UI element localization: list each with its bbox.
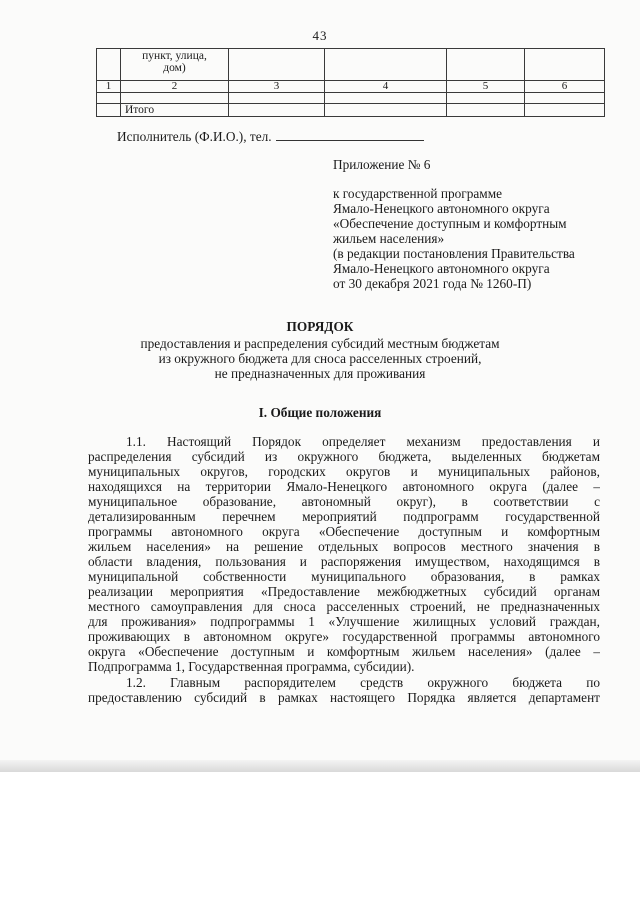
column-number: 5	[447, 81, 525, 93]
appendix-line: жильем населения»	[333, 231, 445, 246]
appendix-title: Приложение № 6	[333, 157, 431, 172]
document-title	[0, 319, 640, 334]
paragraph-line: находящихся на территории Ямало-Ненецкого автономного округа (далее –	[88, 479, 600, 494]
paragraph-line: реализации мероприятия «Предоставление межбюджетных субсидий органам	[88, 584, 600, 599]
column-number: 3	[229, 81, 325, 93]
table-row	[97, 49, 605, 81]
paragraph-line: 1.1. Настоящий Порядок определяет механизм предоставления и	[126, 434, 600, 449]
header-cell-line: пункт, улица,	[142, 50, 207, 62]
paragraph-line: муниципальной собственности муниципального образования, в рамках	[88, 569, 600, 584]
paragraph-1-1	[88, 434, 600, 674]
paragraph-line: местного самоуправления для сноса расселенных строений, не предназначенных	[88, 599, 600, 614]
appendix-reference	[333, 186, 613, 291]
subtitle-line: из окружного бюджета для сноса расселенных строений,	[158, 351, 482, 366]
column-number: 6	[525, 81, 605, 93]
subtitle-line: не предназначенных для проживания	[214, 366, 426, 381]
paragraph-line: Подпрограмма 1, Государственная программа, субсидии).	[88, 659, 415, 674]
column-number: 1	[97, 81, 121, 93]
subtitle-line: предоставления и распределения субсидий местным бюджетам	[140, 336, 500, 351]
column-number: 4	[325, 81, 447, 93]
appendix-line: к государственной программе	[333, 186, 503, 201]
paragraph-line: распределения субсидий из окружного бюджета, выделенных бюджетам	[88, 449, 600, 464]
document-title-main: ПОРЯДОК	[286, 319, 354, 334]
continuation-table	[96, 48, 605, 117]
paragraph-line: области владения, пользования и распоряжения имуществом, находящимся в	[88, 554, 600, 569]
page-bottom-edge	[0, 760, 640, 772]
appendix-line: Ямало-Ненецкого автономного округа	[333, 201, 550, 216]
executor-line	[117, 129, 424, 144]
paragraph-1-2	[88, 675, 600, 705]
section-title	[0, 405, 640, 420]
paragraph-line: 1.2. Главным распорядителем средств окружного бюджета по	[126, 675, 600, 690]
page-number: 43	[312, 28, 328, 43]
table-row-column-numbers	[97, 81, 605, 93]
executor-label: Исполнитель (Ф.И.О.), тел.	[117, 129, 272, 144]
section-title-text: I. Общие положения	[258, 405, 382, 420]
paragraph-line: жильем населения» на решение отдельных вопросов местного значения в	[88, 539, 600, 554]
paragraph-line: муниципальных округов, городских округов и муниципальных районов,	[88, 464, 600, 479]
appendix-line: от 30 декабря 2021 года № 1260-П)	[333, 276, 532, 291]
column-number: 2	[121, 81, 229, 93]
appendix-line: (в редакции постановления Правительства	[333, 246, 575, 261]
paragraph-line: предоставлению субсидий в рамках настоящего Порядка является департамент	[88, 690, 600, 705]
signature-underline	[276, 129, 424, 141]
paragraph-line: муниципальное образование, автономный округ), в соответствии с	[88, 494, 600, 509]
header-cell-line: дом)	[163, 62, 186, 74]
appendix-line: Ямало-Ненецкого автономного округа	[333, 261, 550, 276]
table-row	[97, 93, 605, 104]
total-label: Итого	[121, 104, 229, 117]
paragraph-line: проживающих в автономном округе» государственной программы автономного	[88, 629, 600, 644]
appendix-line: «Обеспечение доступным и комфортным	[333, 216, 567, 231]
paragraph-line: программы автономного округа «Обеспечение доступным и комфортным	[88, 524, 600, 539]
paragraph-line: округа «Обеспечение доступным и комфортным жильем населения» (далее –	[88, 644, 600, 659]
table-row-total	[97, 104, 605, 117]
paragraph-line: детализированным перечнем мероприятий подпрограмм государственной	[88, 509, 600, 524]
document-subtitle	[0, 336, 640, 381]
paragraph-line: для проживания» подпрограммы 1 «Улучшение жилищных условий граждан,	[88, 614, 600, 629]
header-cell-address	[121, 49, 229, 81]
